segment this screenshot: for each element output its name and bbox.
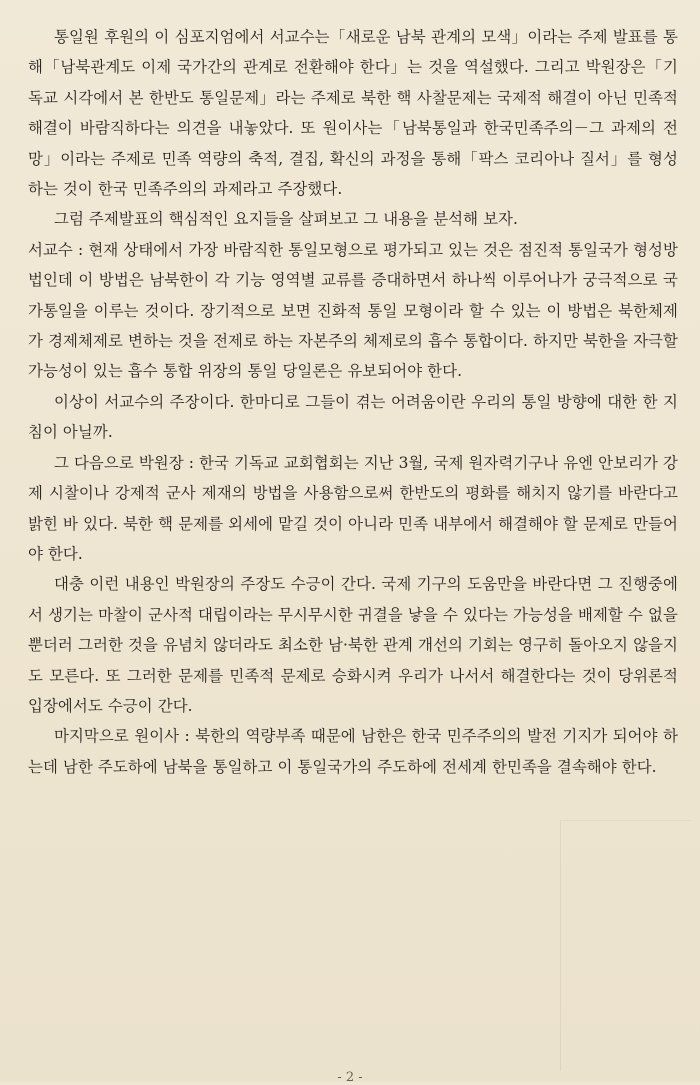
paragraph-park-claim: 그 다음으로 박원장 : 한국 기독교 교회협회는 지난 3월, 국제 원자력기구나 유엔 안보리가 강제 시찰이나 강제적 군사 제재의 방법을 사용함으로써 한반도의 평화를 해치지 않기를 바란다고 밝힌 바 있다. 북한 핵 문제를 외세에 맡길 것이 아니라 민족 내부에서 해결해야 할 문제로 만들어야 한다. — [28, 453, 678, 563]
paragraph-seo-claim: 서교수 : 현재 상태에서 가장 바람직한 통일모형으로 평가되고 있는 것은 점진적 통일국가 형성방법인데 이 방법은 남북한이 각 기능 영역별 교류를 증대하면서 하나씩 이루어나가 궁극적으로 국가통일을 이루는 것이다. 장기적으로 보면 진화적 통일 모형이라 할 수 있는 이 방법은 북한체제가 경제체제로 변하는 것을 전제로 하는 자본주의 체제로의 흡수 통합이다. 하지만 북한을 자극할 가능성이 있는 흡수 통합 위장의 통일 당일론은 유보되어야 한다. — [28, 240, 678, 381]
paragraph-analysis-lead: 그럼 주제발표의 핵심적인 요지들을 살펴보고 그 내용을 분석해 보자. — [54, 210, 519, 229]
paragraph-park-comment: 대충 이런 내용인 박원장의 주장도 수긍이 간다. 국제 기구의 도움만을 바란다면 그 진행중에서 생기는 마찰이 군사적 대립이라는 무시무시한 귀결을 낳을 수 있다는 가능성을 배제할 수 없을 뿐더러 그러한 것을 유념치 않더라도 최소한 남·북한 관계 개선의 기회는 영구히 돌아오지 않을지도 모른다. 또 그러한 문제를 민족적 문제로 승화시켜 우리가 나서서 해결한다는 것이 당위론적 입장에서도 수긍이 간다. — [28, 575, 678, 715]
paragraph-seo-comment: 이상이 서교수의 주장이다. 한마디로 그들이 겪는 어려움이란 우리의 통일 방향에 대한 한 지침이 아닐까. — [28, 392, 678, 442]
page-number: - 2 - — [337, 1070, 363, 1085]
bleed-through-shadow — [560, 820, 691, 1071]
body-text — [28, 22, 678, 782]
paragraph-won-claim: 마지막으로 원이사 : 북한의 역량부족 때문에 남한은 한국 민주주의의 발전 기지가 되어야 하는데 남한 주도하에 남북을 통일하고 이 통일국가의 주도하에 전세계 한민족을 결속해야 한다. — [28, 727, 678, 776]
paragraph-intro: 통일원 후원의 이 심포지엄에서 서교수는「새로운 남북 관계의 모색」이라는 주제 발표를 통해「남북관계도 이제 국가간의 관계로 전환해야 한다」는 것을 역설했다. 그리고 박원장은「기독교 시각에서 본 한반도 통일문제」라는 주제로 북한 핵 사찰문제는 국제적 해결이 아닌 민족적 해결이 바람직하다는 의견을 내놓았다. 또 원이사는「남북통일과 한국민족주의－그 과제의 전망」이라는 주제로 민족 역량의 축적, 결집, 확신의 과정을 통해「팍스 코리아나 질서」를 형성하는 것이 한국 민족주의의 과제라고 주장했다. — [28, 28, 678, 199]
